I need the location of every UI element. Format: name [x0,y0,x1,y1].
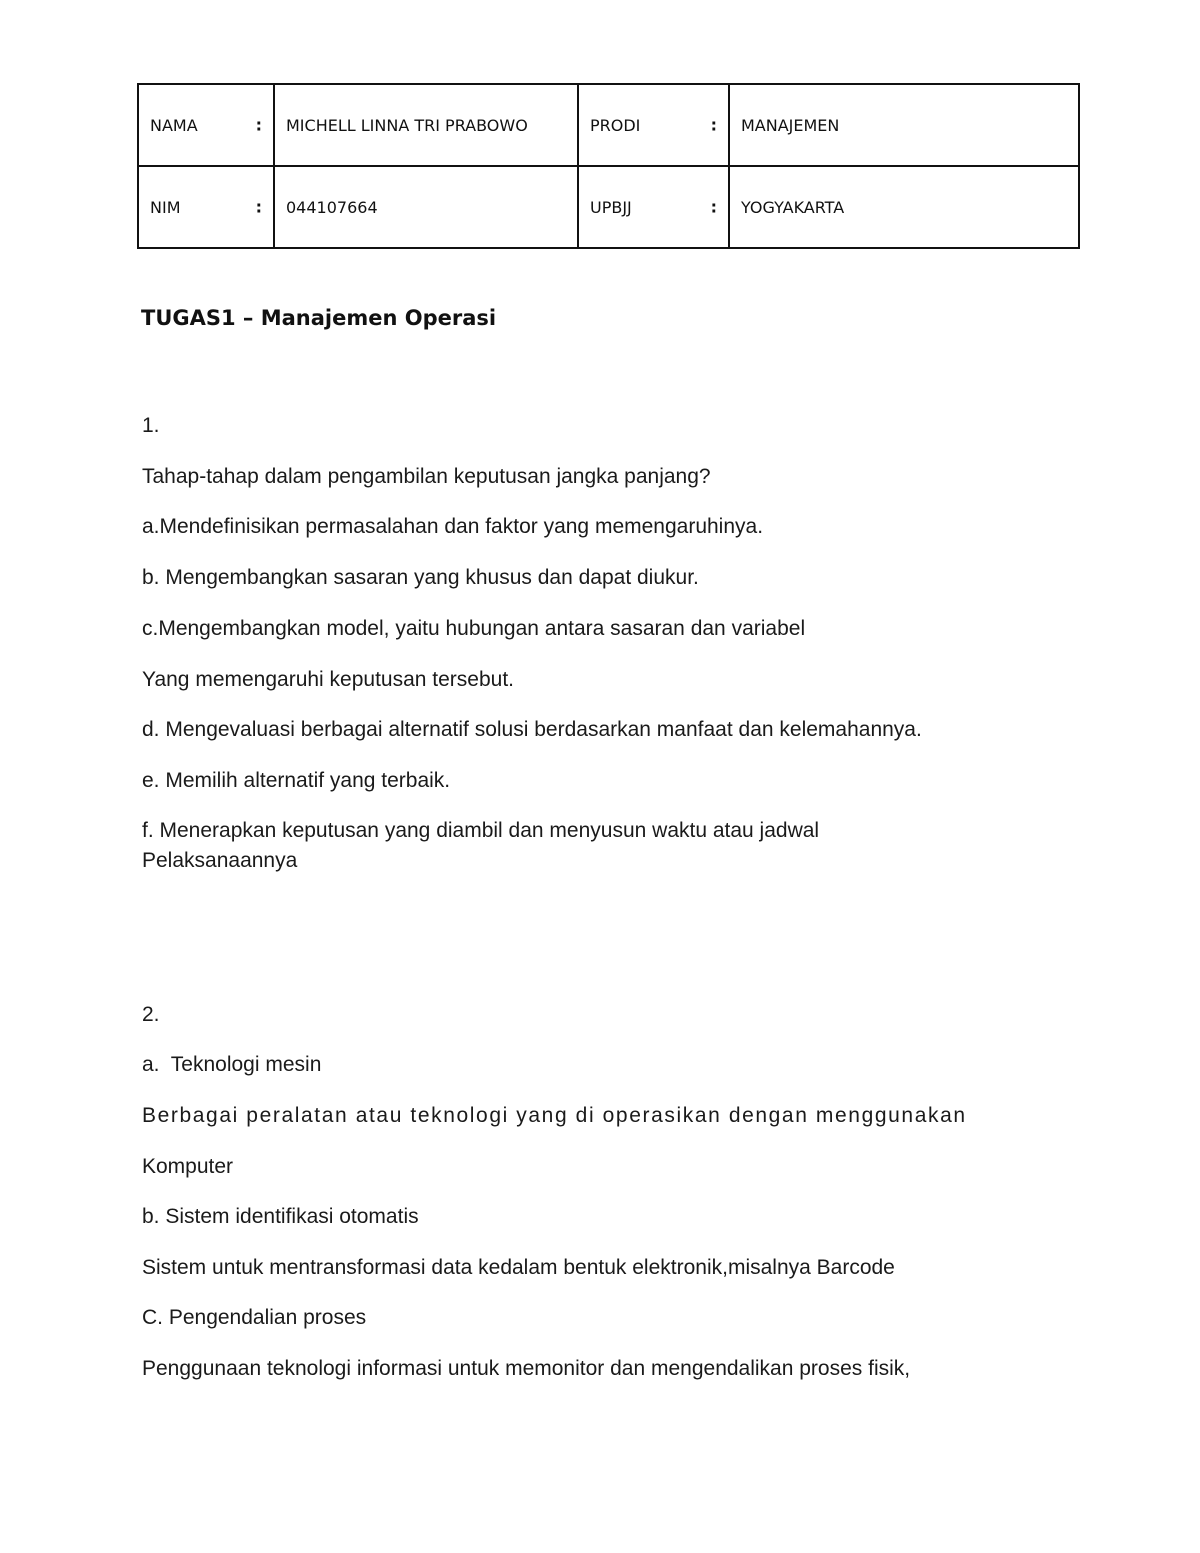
q1-question: Tahap-tahap dalam pengambilan keputusan jangka panjang? [142,465,711,488]
q2-item-a-title: a. Teknologi mesin [142,1053,322,1076]
q1-item-f-continued: Pelaksanaannya [142,849,298,872]
q2-item-b-description: Sistem untuk mentransformasi data kedalam bentuk elektronik,misalnya Barcode [142,1256,895,1279]
identity-row-1 [138,84,1079,166]
q2-number: 2. [142,1003,160,1026]
q2-item-a-description: Berbagai peralatan atau teknologi yang di operasikan dengan menggunakan [142,1104,967,1127]
upbjj-value: YOGYAKARTA [741,197,845,217]
nim-colon: : [255,197,262,217]
prodi-value-cell [729,84,1079,166]
prodi-value: MANAJEMEN [741,115,840,135]
upbjj-label: UPBJJ [590,197,632,217]
q2-item-c-title: C. Pengendalian proses [142,1306,367,1329]
q1-item-e: e. Memilih alternatif yang terbaik. [142,769,451,792]
q1-item-a: a.Mendefinisikan permasalahan dan faktor yang memengaruhinya. [142,515,764,538]
nim-value: 044107664 [286,197,378,217]
q1-number: 1. [142,414,160,437]
nama-label: NAMA [150,115,198,135]
q2-item-b-title: b. Sistem identifikasi otomatis [142,1205,419,1228]
q1-item-d: d. Mengevaluasi berbagai alternatif solusi berdasarkan manfaat dan kelemahannya. [142,718,922,741]
identity-table [137,83,1080,249]
q1-item-c-continued: Yang memengaruhi keputusan tersebut. [142,668,515,691]
nim-label: NIM [150,197,181,217]
nama-label-cell [138,84,274,166]
q1-item-c: c.Mengembangkan model, yaitu hubungan antara sasaran dan variabel [142,617,806,640]
nama-value: MICHELL LINNA TRI PRABOWO [286,115,528,135]
nama-value-cell [274,84,578,166]
prodi-label-cell [578,84,729,166]
q1-item-f: f. Menerapkan keputusan yang diambil dan menyusun waktu atau jadwal [142,819,820,842]
q2-item-a-description-continued: Komputer [142,1155,234,1178]
identity-row-2 [138,166,1079,248]
prodi-colon: : [710,115,717,135]
upbjj-colon: : [710,197,717,217]
nim-value-cell [274,166,578,248]
q2-item-c-description: Penggunaan teknologi informasi untuk memonitor dan mengendalikan proses fisik, [142,1357,911,1380]
nim-label-cell [138,166,274,248]
prodi-label: PRODI [590,115,641,135]
nama-colon: : [255,115,262,135]
q1-item-b: b. Mengembangkan sasaran yang khusus dan dapat diukur. [142,566,699,589]
upbjj-value-cell [729,166,1079,248]
document-title: TUGAS1 – Manajemen Operasi [141,306,497,330]
upbjj-label-cell [578,166,729,248]
